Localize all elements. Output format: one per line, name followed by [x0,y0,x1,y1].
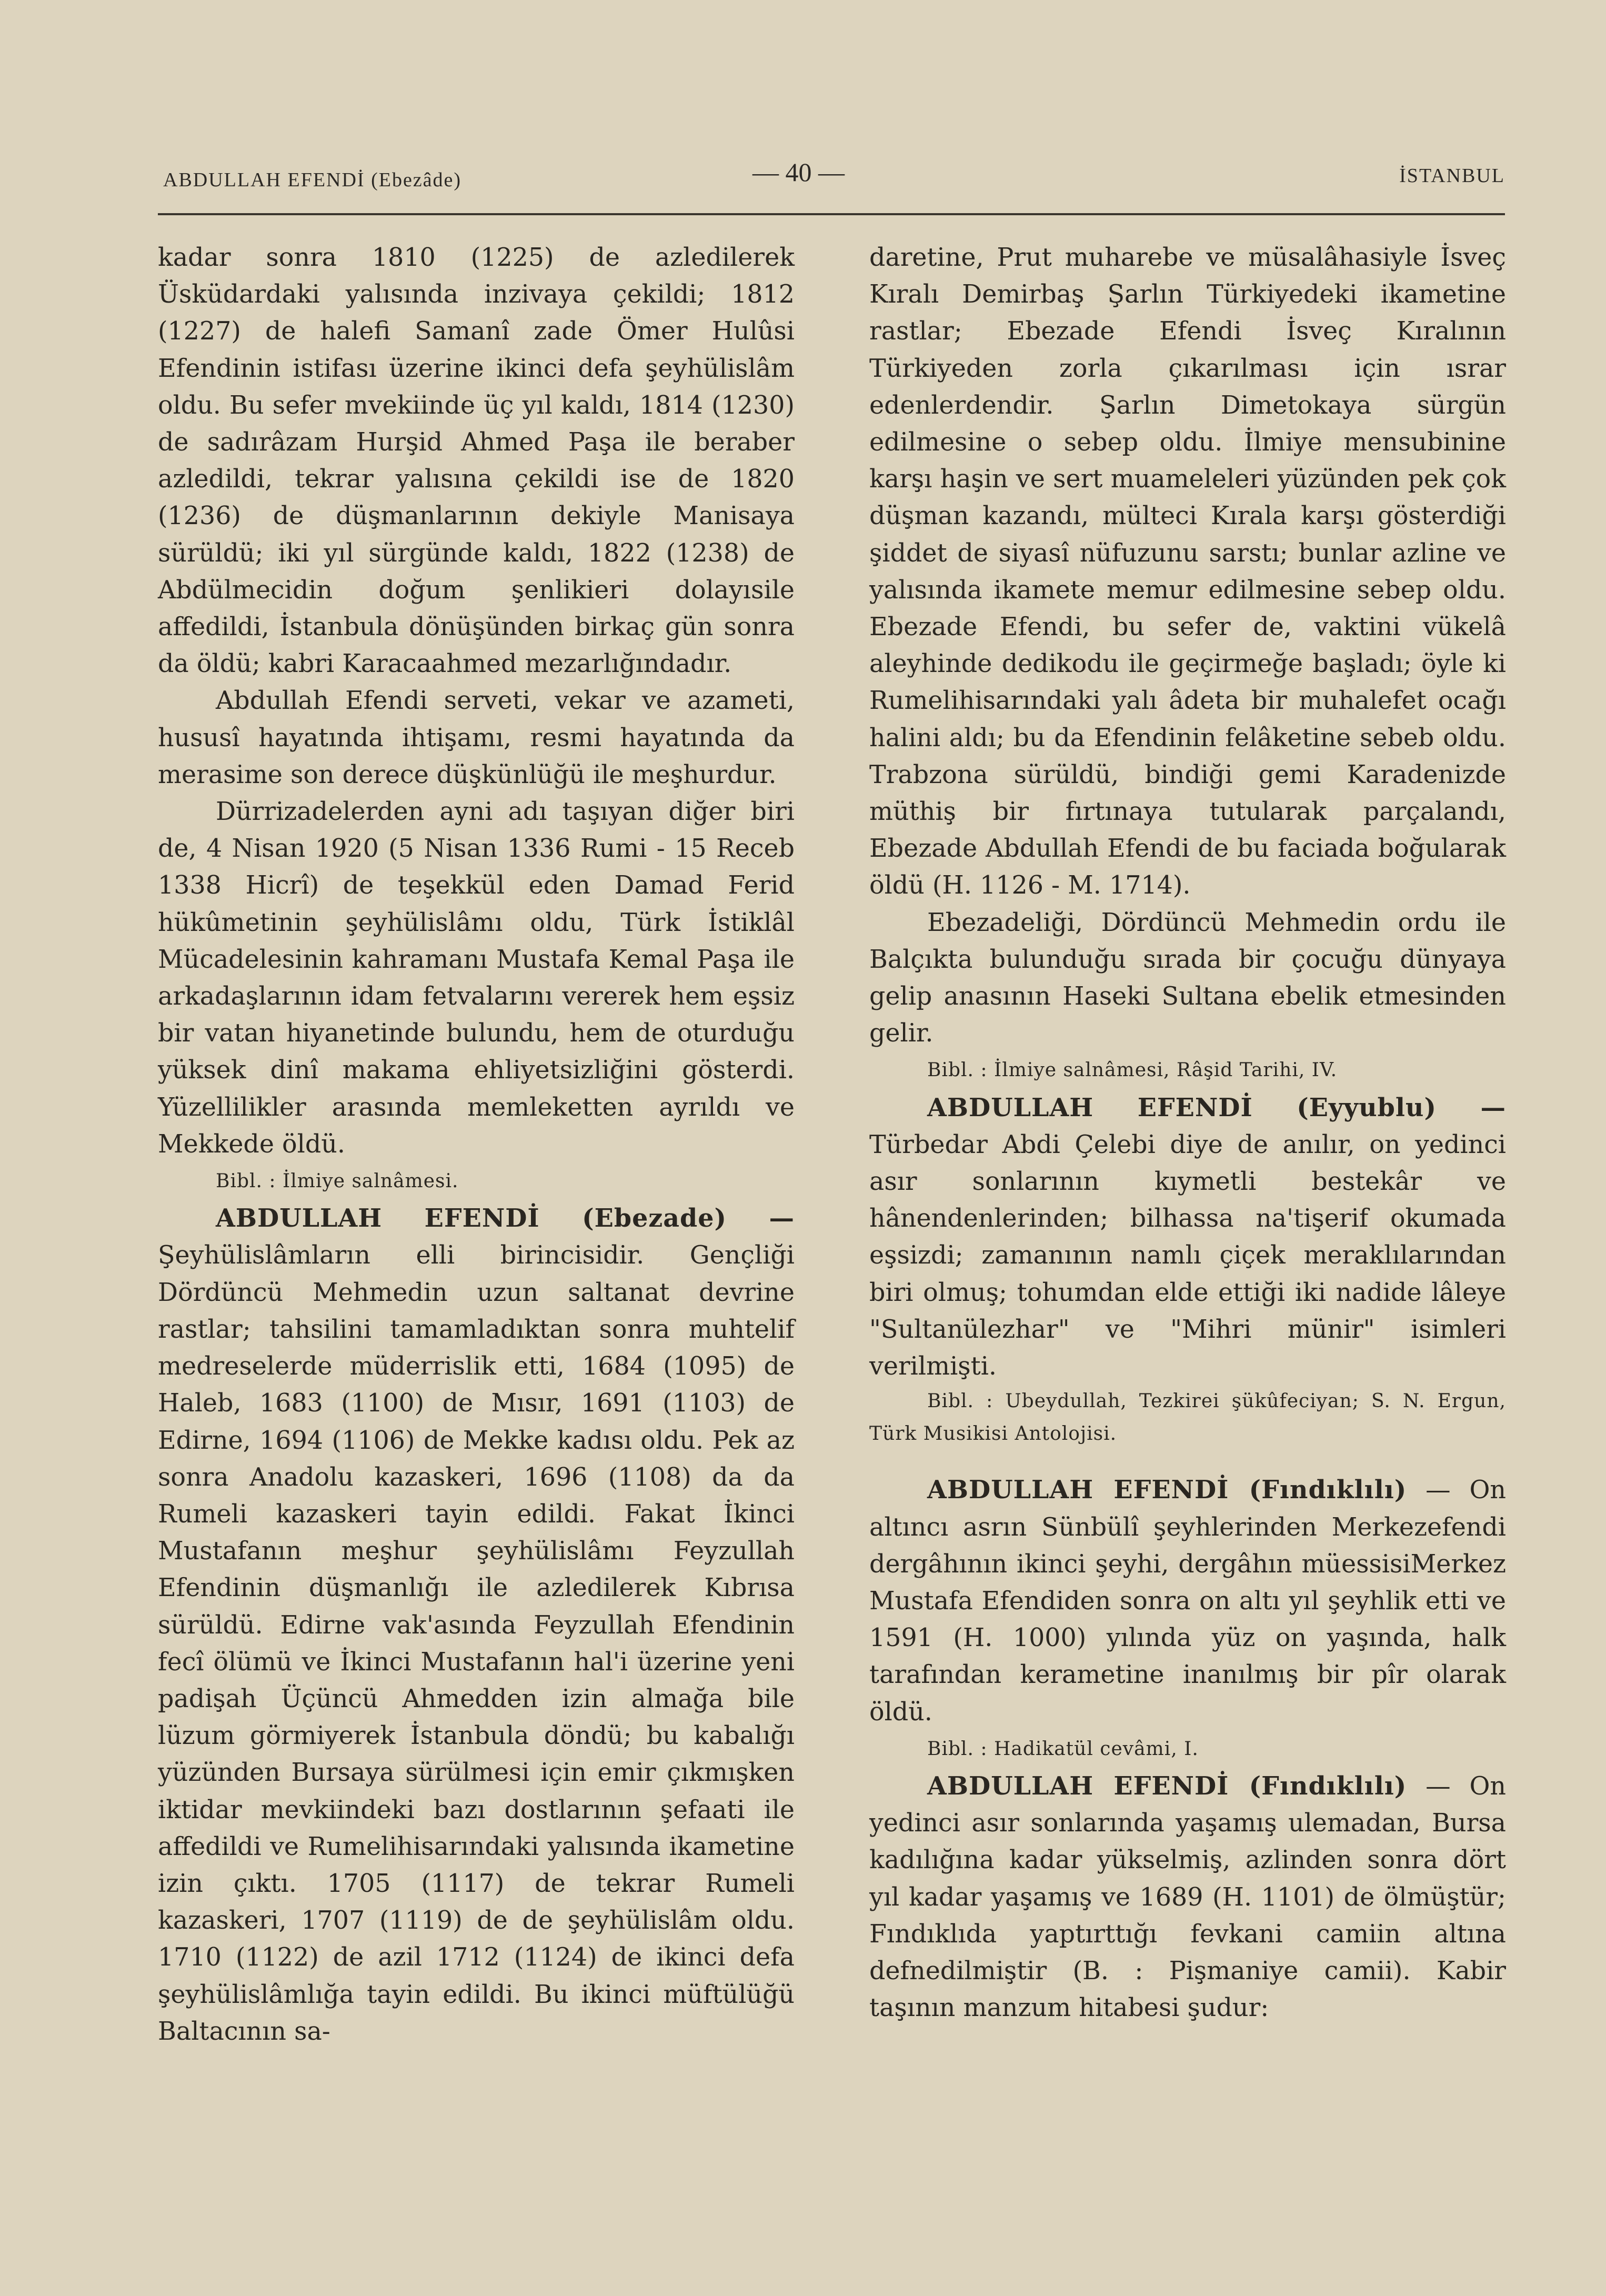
right-column [869,239,1506,2027]
entry-eyyublu [869,1089,1506,1386]
paragraph: Dürrizadelerden ayni adı taşıyan diğer biri de, 4 Nisan 1920 (5 Nisan 1336 Rumi - 15 Receb 1338 Hicrî) de teşekkül eden Damad Ferid hükûmetinin şeyhülislâmı oldu, Türk İstiklâl Mücadelesinin kahramanı Mustafa Kemal Paşa ile arkadaşlarının idam fetvalarını vererek hem eşsiz bir vatan hiyanetinde bulundu, hem de oturduğu yüksek dinî makama ehliyetsizliğini gösterdi. Yüzellilikler arasında memleketten ayrıldı ve Mekkede öldü. [158,797,795,1159]
entry-ebezade [158,1200,795,2050]
bibliography-note: Bibl. : Ubeydullah, Tezkirei şükûfeciyan; S. N. Ergun, Türk Musikisi Antolojisi. [869,1390,1506,1445]
bibliography-note: Bibl. : Hadikatül cevâmi, I. [927,1738,1199,1760]
paragraph: Abdullah Efendi serveti, vekar ve azameti, hususî hayatında ihtişamı, resmi hayatında da merasime son derece düşkünlüğü ile meşhurdur. [158,686,795,789]
entry-heading: ABDULLAH EFENDİ (Eyyublu) — [927,1092,1506,1122]
page-number: — 40 — [752,157,845,187]
left-column [158,239,795,2050]
entry-heading: ABDULLAH EFENDİ (Fındıklılı) [927,1771,1407,1801]
entry-gap [869,1450,1506,1471]
entry-text: — On altıncı asrın Sünbülî şeyhlerinden Merkezefendi dergâhının ikinci şeyhi, dergâhın müessisiMerkez Mustafa Efendiden sonra on altı yıl şeyhlik etti ve 1591 (H. 1000) yılında yüz on yaşında, halk tarafından kerametine inanılmış bir pîr olarak öldü. [869,1476,1506,1727]
entry-text: — On yedinci asır sonlarında yaşamış ulemadan, Bursa kadılığına kadar yükselmiş, azlinden sonra dört yıl kadar yaşamış ve 1689 (H. 1101) de ölmüştür; Fındıklıda yaptırttığı fevkani camiin altına defnedilmiştir (B. : Pişmaniye camii). Kabir taşının manzum hitabesi şudur: [869,1771,1506,2023]
bibliography-note: Bibl. : İlmiye salnâmesi, Râşid Tarihi, IV. [927,1059,1338,1081]
entry-heading: ABDULLAH EFENDİ (Fındıklılı) [927,1475,1407,1505]
running-head-place: İSTANBUL [1399,165,1505,187]
running-head-title: ABDULLAH EFENDİ (Ebezâde) [163,169,462,191]
paragraph-continuation: daretine, Prut muharebe ve müsalâhasiyle İsveç Kıralı Demirbaş Şarlın Türkiyedeki ikametine rastlar; Ebezade Efendi İsveç Kıralının Türkiyeden zorla çıkarılması için ısrar edenlerdendir. Şarlın Dimetokaya sürgün edilmesine o sebep oldu. İlmiye mensubinine karşı haşin ve sert muameleleri yüzünden pek çok düşman kazandı, mülteci Kırala karşı gösterdiği şiddet de siyasî nüfuzunu sarstı; bunlar azline ve yalısında ikamete memur edilmesine sebep oldu. Ebezade Efendi, bu sefer de, vaktini vükelâ aleyhinde dedikodu ile geçirmeğe başladı; öyle ki Rumelihisarındaki yalı âdeta bir muhalefet ocağı halini aldı; bu da Efendinin felâketine sebeb oldu. Trabzona sürüldü, bindiği gemi Karadenizde müthiş bir fırtınaya tutularak parçalandı, Ebezade Abdullah Efendi de bu faciada boğularak öldü (H. 1126 - M. 1714). [869,243,1506,900]
paragraph-continuation: kadar sonra 1810 (1225) de azledilerek Üsküdardaki yalısında inzivaya çekildi; 1812 (1227) de halefi Samanî zade Ömer Hulûsi Efendinin istifası üzerine ikinci defa şeyhülislâm oldu. Bu sefer mvekiinde üç yıl kaldı, 1814 (1230) de sadırâzam Hurşid Ahmed Paşa ile beraber azledildi, tekrar yalısına çekildi ise de 1820 (1236) de düşmanlarının dekiyle Manisaya sürüldü; iki yıl sürgünde kaldı, 1822 (1238) de Abdülmecidin doğum şenlikieri dolayısile affedildi, İstanbula dönüşünden birkaç gün sonra da öldü; kabri Karacaahmed mezarlığındadır. [158,243,795,679]
running-head [158,157,1505,194]
entry-text: Şeyhülislâmların elli birincisidir. Gençliği Dördüncü Mehmedin uzun saltanat devrine rastlar; tahsilini tamamladıktan sonra muhtelif medreselerde müderrislik etti, 1684 (1095) de Haleb, 1683 (1100) de Mısır, 1691 (1103) de Edirne, 1694 (1106) de Mekke kadısı oldu. Pek az sonra Anadolu kazaskeri, 1696 (1108) da da Rumeli kazaskeri tayin edildi. Fakat İkinci Mustafanın meşhur şeyhülislâmı Feyzullah Efendinin düşmanlığı ile azledilerek Kıbrısa sürüldü. Edirne vak'asında Feyzullah Efendinin fecî ölümü ve İkinci Mustafanın hal'i üzerine yeni padişah Üçüncü Ahmedden izin almağa bile lüzum görmiyerek İstanbula döndü; bu kabalığı yüzünden Bursaya sürülmesi için emir çıkmışken iktidar mevkiindeki bazı dostlarının şefaati ile affedildi ve Rumelihisarındaki yalısında ikametine izin çıktı. 1705 (1117) de tekrar Rumeli kazaskeri, 1707 (1119) de de şeyhülislâm oldu. 1710 (1122) de azil 1712 (1124) de ikinci defa şeyhülislâmlığa tayin edildi. Bu ikinci müftülüğü Baltacının sa- [158,1241,795,2046]
paragraph: Ebezadeliği, Dördüncü Mehmedin ordu ile Balçıkta bulunduğu sırada bir çocuğu dünyaya gelip anasının Haseki Sultana ebelik etmesinden gelir. [869,908,1506,1048]
header-rule [158,213,1505,215]
entry-findiklili-2 [869,1768,1506,2027]
bibliography-note: Bibl. : İlmiye salnâmesi. [216,1170,459,1192]
entry-heading: ABDULLAH EFENDİ (Ebezade) — [216,1204,795,1234]
entry-findiklili-1 [869,1471,1506,1730]
entry-text: Türbedar Abdi Çelebi diye de anılır, on yedinci asır sonlarının kıymetli bestekâr ve hânendenlerinden; bilhassa na'tişerif okumada eşsizdi; zamanının namlı çiçek meraklılarından biri olmuş; tohumdan elde ettiği iki nadide lâleye "Sultanülezhar" ve "Mihri münir" isimleri verilmişti. [869,1130,1506,1381]
